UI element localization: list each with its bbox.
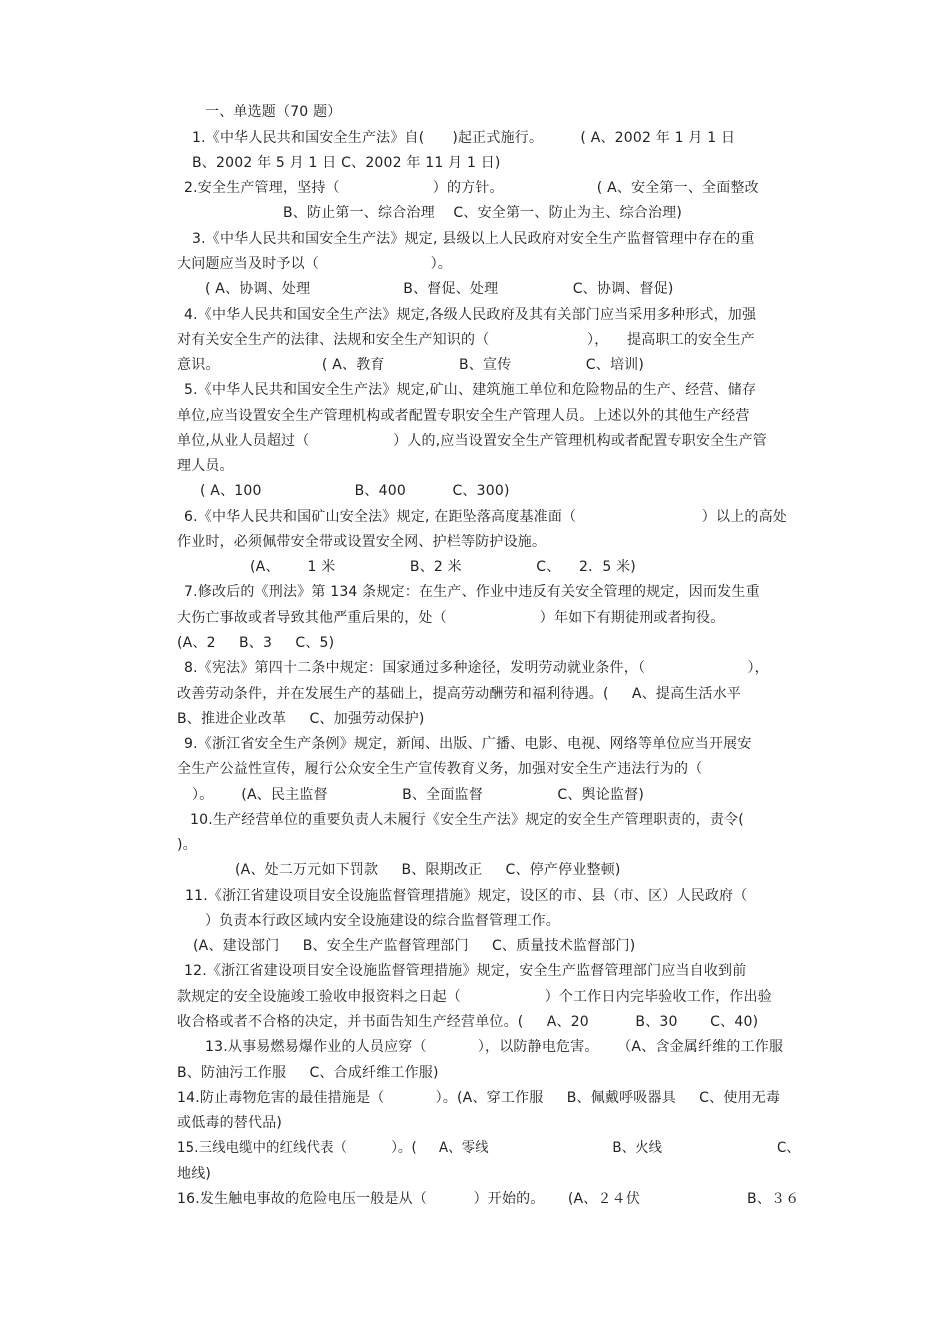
question-11-options: (A、建设部门 B、安全生产监督管理部门 C、质量技术监督部门) xyxy=(193,938,636,954)
question-12-line-3: 收合格或者不合格的决定，并书面告知生产经营单位。( A、20 B、30 C、40) xyxy=(177,1014,759,1030)
question-14-line-1: 14.防止毒物危害的最佳措施是（ ）。(A、穿工作服 B、佩戴呼吸器具 C、使用无毒 xyxy=(177,1090,781,1106)
question-5-line-1: 5.《中华人民共和国安全生产法》规定,矿山、建筑施工单位和危险物品的生产、经营、储存 xyxy=(184,382,757,398)
question-7-line-2: 大伤亡事故或者导致其他严重后果的，处（ ）年如下有期徒刑或者拘役。 xyxy=(177,610,725,626)
question-5-line-2: 单位,应当设置安全生产管理机构或者配置专职安全生产管理人员。上述以外的其他生产经营 xyxy=(177,408,750,424)
question-12-line-1: 12.《浙江省建设项目安全设施监督管理措施》规定，安全生产监督管理部门应当自收到前 xyxy=(184,963,747,979)
question-10-options: (A、处二万元如下罚款 B、限期改正 C、停产停业整顿) xyxy=(235,862,621,878)
question-13-line-2: B、防油污工作服 C、合成纤维工作服) xyxy=(177,1065,439,1081)
question-4-line-2: 对有关安全生产的法律、法规和安全生产知识的（ ）， 提高职工的安全生产 xyxy=(177,332,755,348)
section-heading: 一、单选题（70 题） xyxy=(205,104,342,120)
question-10-line-1: 10.生产经营单位的重要负责人未履行《安全生产法》规定的安全生产管理职责的，责令( xyxy=(190,812,744,828)
question-9-line-1: 9.《浙江省安全生产条例》规定，新闻、出版、广播、电影、电视、网络等单位应当开展安 xyxy=(184,736,752,752)
question-12-line-2: 款规定的安全设施竣工验收申报资料之日起（ ）个工作日内完毕验收工作，作出验 xyxy=(177,989,772,1005)
question-15-line-2: 地线) xyxy=(177,1166,212,1182)
question-8-line-1: 8.《宪法》第四十二条中规定：国家通过多种途径，发明劳动就业条件，（ ）， xyxy=(184,660,769,676)
question-9-line-3: ）。 (A、民主监督 B、全面监督 C、舆论监督) xyxy=(192,787,644,803)
question-7-options: (A、2 B、3 C、5) xyxy=(177,635,335,651)
question-11-line-2: ）负责本行政区域内安全设施建设的综合监督管理工作。 xyxy=(205,913,560,929)
question-6-options: (A、 1 米 B、2 米 C、 2．5 米) xyxy=(250,559,636,575)
question-8-line-2: 改善劳动条件，并在发展生产的基础上，提高劳动酬劳和福利待遇。( A、提高生活水平 xyxy=(177,686,742,702)
question-2-line-2: B、防止第一、综合治理 C、安全第一、防止为主、综合治理) xyxy=(283,205,683,221)
question-15-line-1: 15.三线电缆中的红线代表（ ）。( A、零线 B、火线 C、 xyxy=(177,1140,800,1156)
question-14-line-2: 或低毒的替代品) xyxy=(177,1115,283,1131)
question-7-line-1: 7.修改后的《刑法》第 134 条规定：在生产、作业中违反有关安全管理的规定，因而发生重 xyxy=(184,584,760,600)
question-16-line-1: 16.发生触电事故的危险电压一般是从（ ）开始的。 (A、２４伏 B、３６ xyxy=(177,1191,800,1207)
question-8-line-3: B、推进企业改革 C、加强劳动保护) xyxy=(177,711,425,727)
question-5-options: ( A、100 B、400 C、300) xyxy=(200,483,510,499)
question-3-line-1: 3.《中华人民共和国安全生产法》规定, 县级以上人民政府对安全生产监督管理中存在的重 xyxy=(192,231,755,247)
question-4-line-1: 4.《中华人民共和国安全生产法》规定,各级人民政府及其有关部门应当采用多种形式，加强 xyxy=(184,307,757,323)
question-6-line-1: 6.《中华人民共和国矿山安全法》规定, 在距坠落高度基准面（ ）以上的高处 xyxy=(184,509,788,525)
question-4-line-3: 意识。 ( A、教育 B、宣传 C、培训) xyxy=(177,357,645,373)
question-11-line-1: 11.《浙江省建设项目安全设施监督管理措施》规定，设区的市、县（市、区）人民政府（ xyxy=(185,888,748,904)
question-5-line-3: 单位,从业人员超过（ ）人的,应当设置安全生产管理机构或者配置专职安全生产管 xyxy=(177,433,768,449)
question-13-line-1: 13.从事易燃易爆作业的人员应穿（ ），以防静电危害。 （A、含金属纤维的工作服 xyxy=(205,1039,784,1055)
question-5-line-4: 理人员。 xyxy=(177,458,234,474)
question-3-line-2: 大问题应当及时予以（ ）。 xyxy=(177,256,453,272)
question-6-line-2: 作业时，必须佩带安全带或设置安全网、护栏等防护设施。 xyxy=(177,534,547,550)
question-1-line-2: B、2002 年 5 月 1 日 C、2002 年 11 月 1 日) xyxy=(192,155,501,171)
question-1-line-1: 1.《中华人民共和国安全生产法》自( )起正式施行。 ( A、2002 年 1 月 1 日 xyxy=(192,130,736,146)
question-3-options: ( A、协调、处理 B、督促、处理 C、协调、督促) xyxy=(205,281,674,297)
question-2-line-1: 2.安全生产管理，坚持（ ）的方针。 ( A、安全第一、全面整改 xyxy=(184,180,759,196)
question-10-line-2: )。 xyxy=(177,837,197,853)
question-9-line-2: 全生产公益性宣传，履行公众安全生产宣传教育义务，加强对安全生产违法行为的（ xyxy=(177,761,703,777)
